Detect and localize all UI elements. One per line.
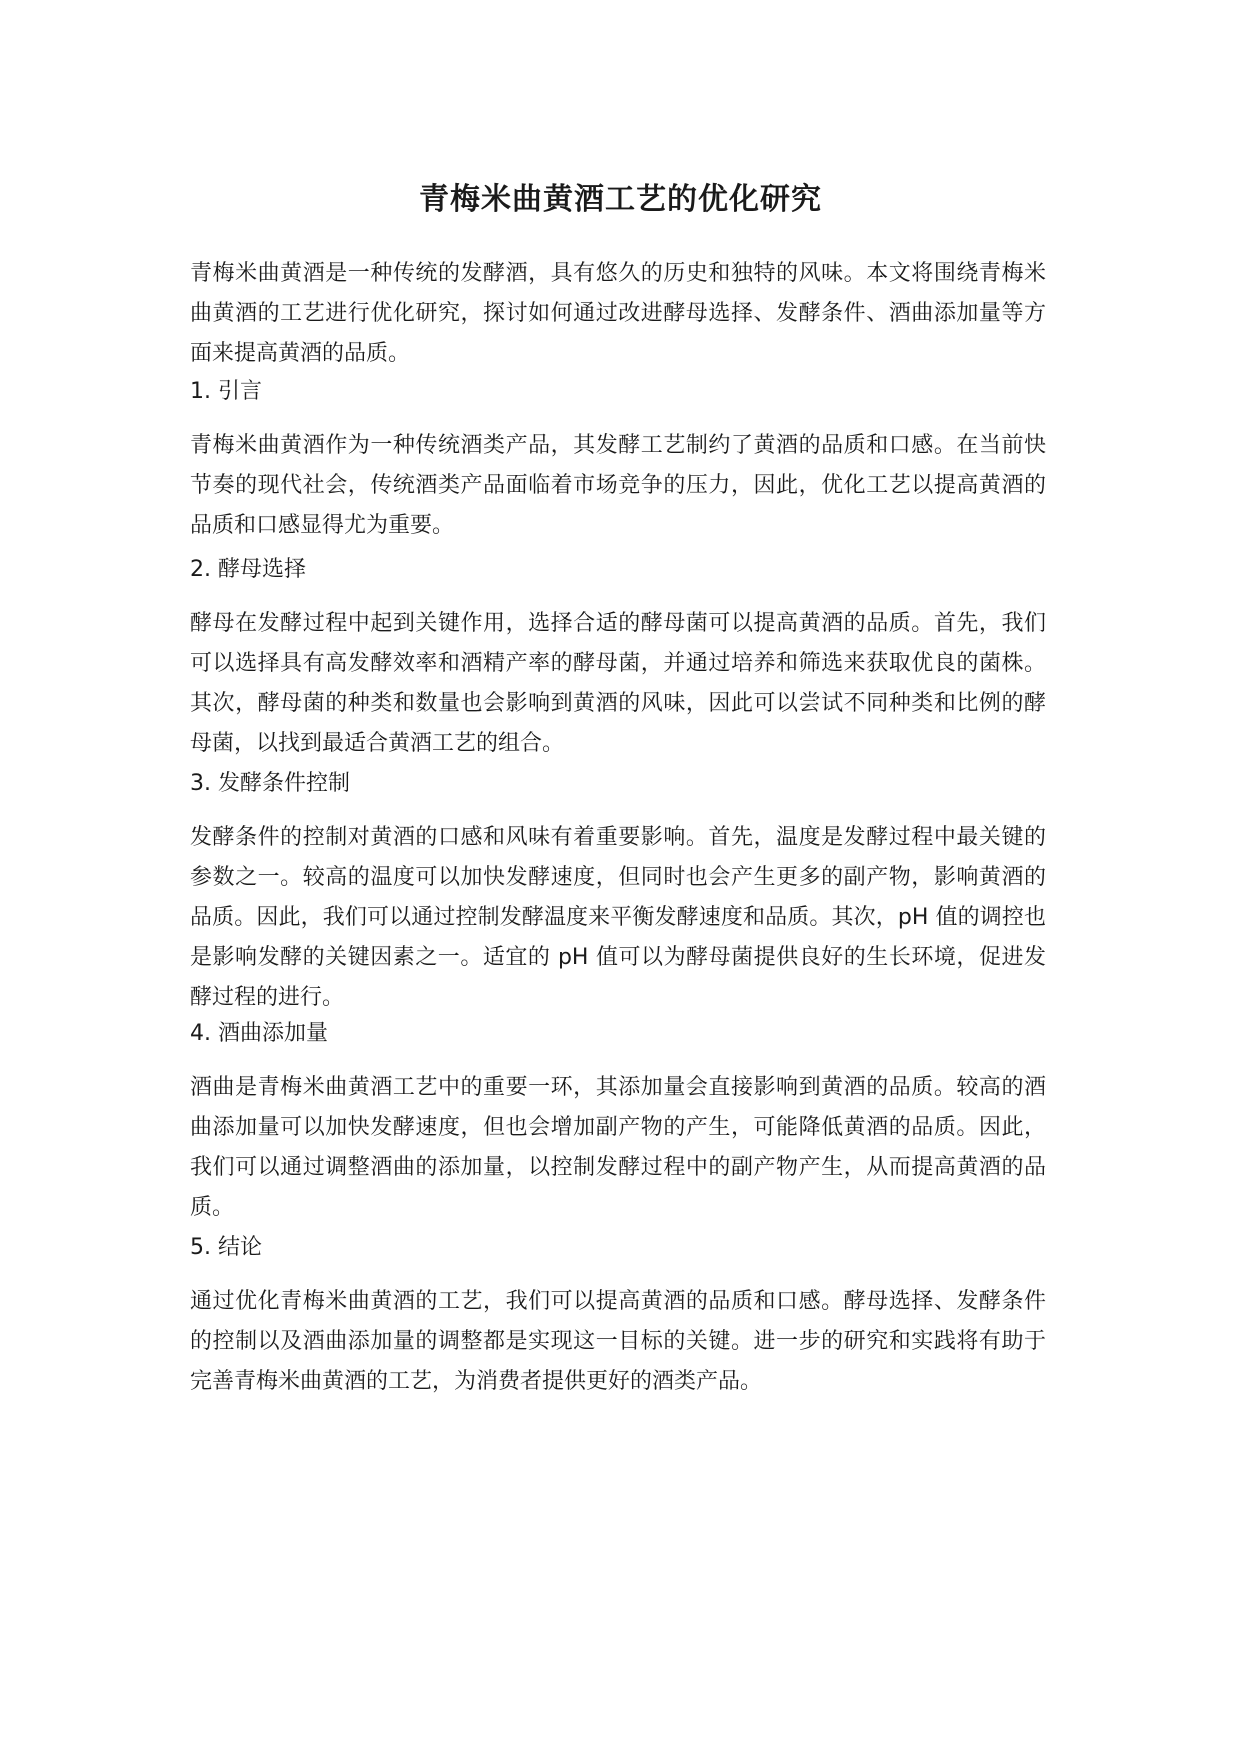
section-body-introduction: 青梅米曲黄酒作为一种传统酒类产品，其发酵工艺制约了黄酒的品质和口感。在当前快节奏的现代社会，传统酒类产品面临着市场竞争的压力，因此，优化工艺以提高黄酒的品质和口感显得尤为重要。 [190,433,1046,538]
intro-paragraph: 青梅米曲黄酒是一种传统的发酵酒，具有悠久的历史和独特的风味。本文将围绕青梅米曲黄酒的工艺进行优化研究，探讨如何通过改进酵母选择、发酵条件、酒曲添加量等方面来提高黄酒的品质。 [190,261,1046,366]
section-body-fermentation-control: 发酵条件的控制对黄酒的口感和风味有着重要影响。首先，温度是发酵过程中最关键的参数之一。较高的温度可以加快发酵速度，但同时也会产生更多的副产物，影响黄酒的品质。因此，我们可以通过控制发酵温度来平衡发酵速度和品质。其次，pH 值的调控也是影响发酵的关键因素之一。适宜的 pH 值可以为酵母菌提供良好的生长环境，促进发酵过程的进行。 [190,825,1046,1010]
section-heading-yeast-selection: 2. 酵母选择 [190,557,306,582]
section-heading-conclusion: 5. 结论 [190,1235,262,1260]
section-heading-fermentation-control: 3. 发酵条件控制 [190,771,350,796]
document-title: 青梅米曲黄酒工艺的优化研究 [419,182,822,217]
section-heading-introduction: 1. 引言 [190,379,262,404]
section-heading-koji-amount: 4. 酒曲添加量 [190,1021,328,1046]
section-body-conclusion: 通过优化青梅米曲黄酒的工艺，我们可以提高黄酒的品质和口感。酵母选择、发酵条件的控制以及酒曲添加量的调整都是实现这一目标的关键。进一步的研究和实践将有助于完善青梅米曲黄酒的工艺，为消费者提供更好的酒类产品。 [190,1289,1046,1394]
section-body-yeast-selection: 酵母在发酵过程中起到关键作用，选择合适的酵母菌可以提高黄酒的品质。首先，我们可以选择具有高发酵效率和酒精产率的酵母菌，并通过培养和筛选来获取优良的菌株。其次，酵母菌的种类和数量也会影响到黄酒的风味，因此可以尝试不同种类和比例的酵母菌，以找到最适合黄酒工艺的组合。 [190,611,1046,756]
section-body-koji-amount: 酒曲是青梅米曲黄酒工艺中的重要一环，其添加量会直接影响到黄酒的品质。较高的酒曲添加量可以加快发酵速度，但也会增加副产物的产生，可能降低黄酒的品质。因此，我们可以通过调整酒曲的添加量，以控制发酵过程中的副产物产生，从而提高黄酒的品质。 [190,1075,1046,1220]
